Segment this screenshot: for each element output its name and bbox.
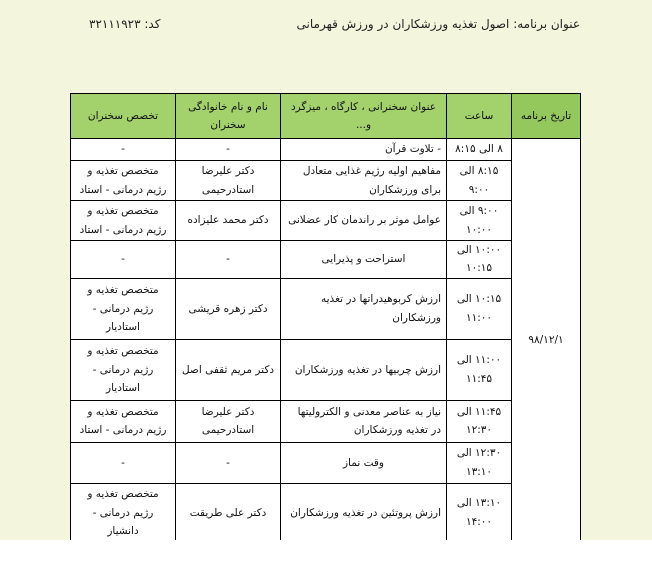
program-date: ۹۸/۱۲/۱ <box>512 139 581 543</box>
row-speaker-name: - <box>176 139 281 161</box>
row-time: ۱۲:۳۰ الی ۱۳:۱۰ <box>447 442 512 483</box>
header-topic: عنوان سخنرانی ، کارگاه ، میزگرد و... <box>281 94 447 139</box>
row-topic: ارزش کربوهیدراتها در تغذیه ورزشکاران <box>281 278 447 339</box>
row-speaker-name: دکتر علی طریقت <box>176 483 281 542</box>
table-row <box>71 241 581 279</box>
row-time: ۱۱:۴۵ الی ۱۲:۳۰ <box>447 400 512 442</box>
row-time: ۱۰:۰۰ الی ۱۰:۱۵ <box>447 241 512 279</box>
row-speaker-specialty: متخصص تغذیه و رژیم درمانی - استاد <box>71 161 176 201</box>
row-speaker-specialty: - <box>71 442 176 483</box>
row-time: ۱۰:۱۵ الی ۱۱:۰۰ <box>447 278 512 339</box>
row-speaker-name: دکتر محمد علیزاده <box>176 201 281 241</box>
row-topic: عوامل موثر بر راندمان کار عضلانی <box>281 201 447 241</box>
header-date: تاریخ برنامه <box>512 94 581 139</box>
row-topic: استراحت و پذیرایی <box>281 241 447 279</box>
row-speaker-specialty: متخصص تغذیه و رژیم درمانی - استادیار <box>71 339 176 400</box>
row-speaker-specialty: - <box>71 241 176 279</box>
row-time: ۸ الی ۸:۱۵ <box>447 139 512 161</box>
row-topic: ارزش چربیها در تغذیه ورزشکاران <box>281 339 447 400</box>
row-topic: وقت نماز <box>281 442 447 483</box>
row-speaker-name: دکتر علیرضا استادرحیمی <box>176 161 281 201</box>
header-time: ساعت <box>447 94 512 139</box>
row-time: ۱۳:۱۰ الی ۱۴:۰۰ <box>447 483 512 542</box>
table-row <box>71 139 581 161</box>
table-row <box>71 339 581 400</box>
row-time: ۹:۰۰ الی ۱۰:۰۰ <box>447 201 512 241</box>
row-speaker-name: دکتر مریم ثقفی اصل <box>176 339 281 400</box>
schedule-table <box>70 93 581 543</box>
table-row <box>71 161 581 201</box>
row-topic: نیاز به عناصر معدنی و الکترولیتها در تغذیه ورزشکاران <box>281 400 447 442</box>
program-code: کد: ۳۲۱۱۱۹۲۳ <box>89 17 161 31</box>
row-speaker-name: - <box>176 442 281 483</box>
row-speaker-name: دکتر علیرضا استادرحیمی <box>176 400 281 442</box>
row-topic: - تلاوت قرآن <box>281 139 447 161</box>
header-speaker-name: نام و نام خانوادگی سخنران <box>176 94 281 139</box>
row-speaker-name: دکتر زهره قریشی <box>176 278 281 339</box>
row-time: ۱۱:۰۰ الی ۱۱:۴۵ <box>447 339 512 400</box>
row-speaker-specialty: متخصص تغذیه و رژیم درمانی - استاد <box>71 201 176 241</box>
table-row <box>71 201 581 241</box>
row-time: ۸:۱۵ الی ۹:۰۰ <box>447 161 512 201</box>
table-row <box>71 483 581 542</box>
table-header-row <box>71 94 581 139</box>
row-speaker-specialty: متخصص تغذیه و رژیم درمانی - استاد <box>71 400 176 442</box>
row-speaker-specialty: متخصص تغذیه و رژیم درمانی - دانشیار <box>71 483 176 542</box>
table-row <box>71 442 581 483</box>
table-row <box>71 278 581 339</box>
row-speaker-specialty: - <box>71 139 176 161</box>
row-speaker-name: - <box>176 241 281 279</box>
header-speaker-specialty: تخصص سخنران <box>71 94 176 139</box>
row-topic: مفاهیم اولیه رژیم غذایی متعادل برای ورزشکاران <box>281 161 447 201</box>
page-margin <box>0 540 652 568</box>
table-row <box>71 400 581 442</box>
program-title: عنوان برنامه: اصول تغذیه ورزشکاران در ورزش قهرمانی <box>296 17 580 31</box>
row-speaker-specialty: متخصص تغذیه و رژیم درمانی - استادیار <box>71 278 176 339</box>
row-topic: ارزش پروتئین در تغذیه ورزشکاران <box>281 483 447 542</box>
